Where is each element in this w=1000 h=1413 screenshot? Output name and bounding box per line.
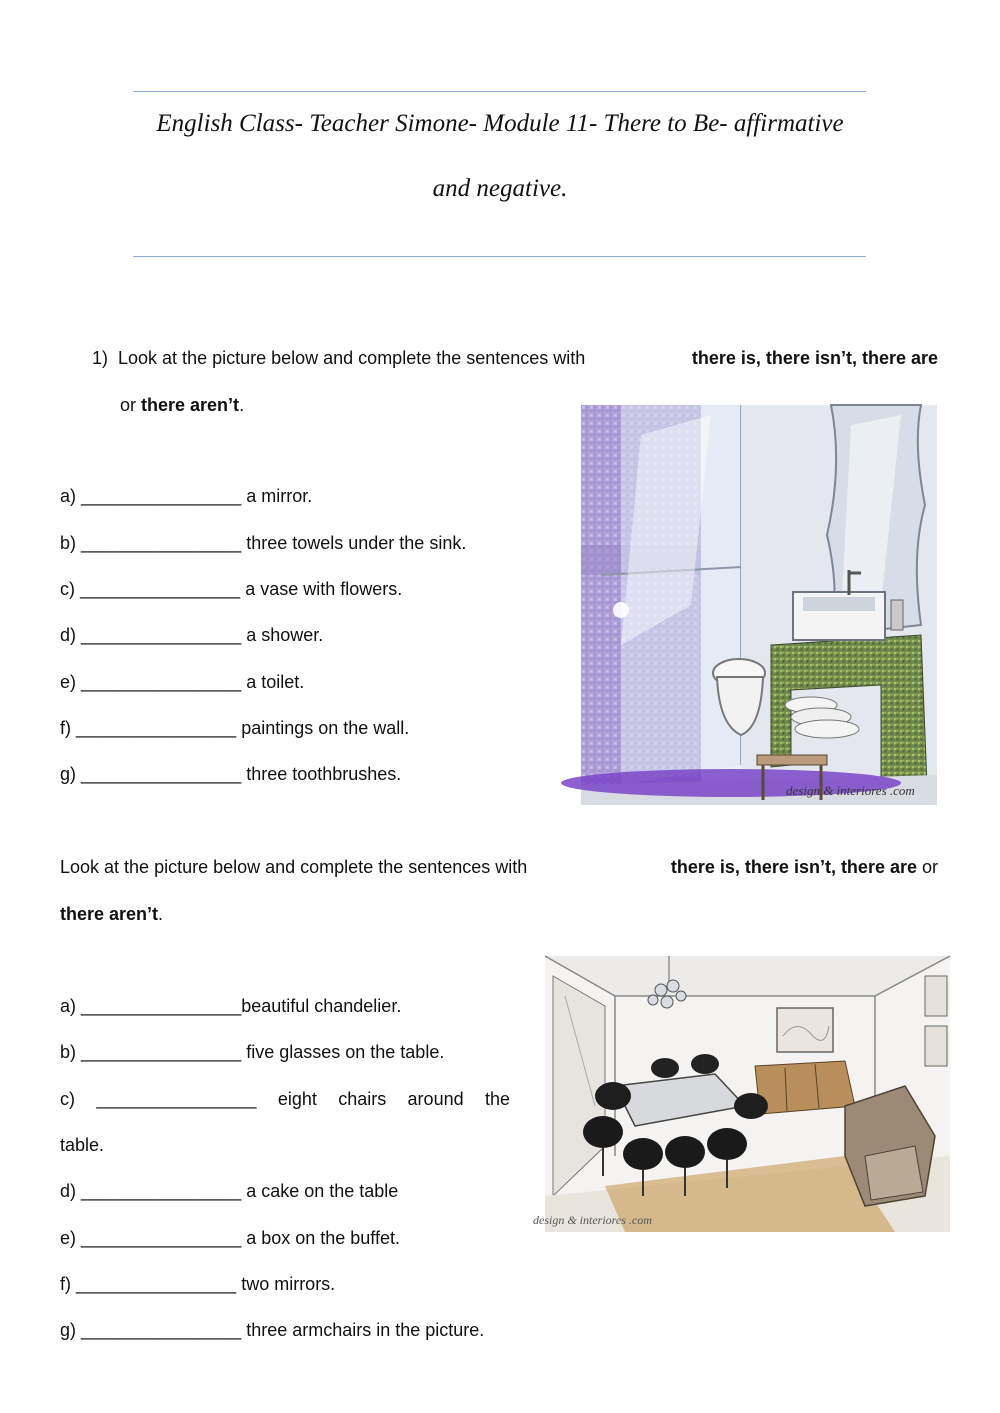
answer-blank[interactable]: ________________ xyxy=(81,486,242,506)
answer-blank[interactable]: ________________ xyxy=(81,1181,242,1201)
exercise2-instruction-suffix: or xyxy=(916,857,938,877)
exercise1-item-d xyxy=(60,625,323,646)
bathroom-sketch xyxy=(581,405,937,805)
item-label: g) xyxy=(60,764,77,784)
item-text: a cake on the table xyxy=(241,1181,399,1201)
answer-blank[interactable]: ________________ xyxy=(96,1089,257,1109)
item-text: two mirrors. xyxy=(236,1274,336,1294)
exercise1-instruction xyxy=(92,348,938,369)
item-label: e) xyxy=(60,1228,77,1248)
exercise1-instruction-bold: there is, there isn’t, there are xyxy=(691,348,938,368)
item-label: c) xyxy=(60,1089,75,1109)
exercise2-instruction-prefix: Look at the picture below and complete the sentences with xyxy=(60,857,533,877)
item-text: five glasses on the table. xyxy=(241,1042,445,1062)
item-word: chairs xyxy=(338,1089,387,1109)
item-label: f) xyxy=(60,718,71,738)
exercise1-item-b xyxy=(60,533,466,554)
exercise2-item-c xyxy=(60,1089,510,1110)
exercise1-item-c xyxy=(60,579,402,600)
item-text: a box on the buffet. xyxy=(241,1228,400,1248)
exercise2-instruction-line2 xyxy=(60,904,163,925)
exercise2-item-b xyxy=(60,1042,444,1063)
answer-blank[interactable]: ________________ xyxy=(76,1274,237,1294)
page-title-line1: English Class- Teacher Simone- Module 11- There to Be- affirmative xyxy=(156,110,844,137)
dining-watermark: design & interiores .com xyxy=(533,1213,652,1227)
item-label: a) xyxy=(60,486,77,506)
item-word: eight xyxy=(277,1089,317,1109)
header-bottom-rule xyxy=(133,256,866,257)
item-text: three toothbrushes. xyxy=(241,764,402,784)
item-label: d) xyxy=(60,1181,77,1201)
answer-blank[interactable]: ________________ xyxy=(81,996,242,1016)
bathroom-watermark: design & interiores .com xyxy=(786,783,915,798)
answer-blank[interactable]: ________________ xyxy=(81,764,242,784)
item-text: three towels under the sink. xyxy=(241,533,467,553)
exercise2-item-e xyxy=(60,1228,400,1249)
item-text: a shower. xyxy=(241,625,324,645)
header-top-rule xyxy=(133,91,866,92)
item-label: c) xyxy=(60,579,75,599)
answer-blank[interactable]: ________________ xyxy=(81,672,242,692)
exercise2-instruction-line2-suffix: . xyxy=(158,904,164,924)
exercise1-instruction-line2-bold: there aren’t xyxy=(141,395,240,415)
exercise1-number: 1) xyxy=(92,348,109,368)
item-label: b) xyxy=(60,1042,77,1062)
answer-blank[interactable]: ________________ xyxy=(80,579,241,599)
item-label: e) xyxy=(60,672,77,692)
exercise1-instruction-text xyxy=(118,348,938,369)
exercise2-instruction xyxy=(60,857,938,878)
page-title-line2: and negative. xyxy=(432,175,568,202)
item-word: around xyxy=(407,1089,464,1109)
item-label: a) xyxy=(60,996,77,1016)
exercise1-instruction-line2 xyxy=(120,395,244,416)
item-label: b) xyxy=(60,533,77,553)
exercise2-instruction-end xyxy=(671,857,938,878)
exercise1-item-a xyxy=(60,486,312,507)
bathroom-illustration xyxy=(581,405,937,805)
dining-room-sketch xyxy=(533,956,950,1232)
item-word: the xyxy=(484,1089,510,1109)
dining-room-illustration xyxy=(533,956,950,1232)
exercise2-item-a xyxy=(60,996,401,1017)
item-label: g) xyxy=(60,1320,77,1340)
item-text: beautiful chandelier. xyxy=(241,996,402,1016)
item-text: paintings on the wall. xyxy=(236,718,410,738)
exercise1-instruction-line2-prefix: or xyxy=(120,395,142,415)
answer-blank[interactable]: ________________ xyxy=(81,1320,242,1340)
answer-blank[interactable]: ________________ xyxy=(81,1228,242,1248)
exercise2-instruction-bold: there is, there isn’t, there are xyxy=(670,857,917,877)
exercise2-instruction-line2-bold: there aren’t xyxy=(60,904,159,924)
answer-blank[interactable]: ________________ xyxy=(76,718,237,738)
exercise2-item-c-continued: table. xyxy=(60,1135,105,1155)
item-label: d) xyxy=(60,625,77,645)
exercise1-item-g xyxy=(60,764,401,785)
answer-blank[interactable]: ________________ xyxy=(81,625,242,645)
exercise1-item-e xyxy=(60,672,304,693)
exercise1-instruction-line2-suffix: . xyxy=(239,395,245,415)
exercise1-item-f xyxy=(60,718,409,739)
item-text: three armchairs in the picture. xyxy=(241,1320,485,1340)
exercise2-item-f xyxy=(60,1274,335,1295)
answer-blank[interactable]: ________________ xyxy=(81,533,242,553)
answer-blank[interactable]: ________________ xyxy=(81,1042,242,1062)
item-text: a vase with flowers. xyxy=(240,579,403,599)
exercise2-item-d xyxy=(60,1181,398,1202)
item-text: a toilet. xyxy=(241,672,305,692)
item-label: f) xyxy=(60,1274,71,1294)
exercise1-instruction-prefix: Look at the picture below and complete the sentences with xyxy=(118,348,591,368)
item-text: a mirror. xyxy=(241,486,313,506)
exercise2-item-g xyxy=(60,1320,484,1341)
